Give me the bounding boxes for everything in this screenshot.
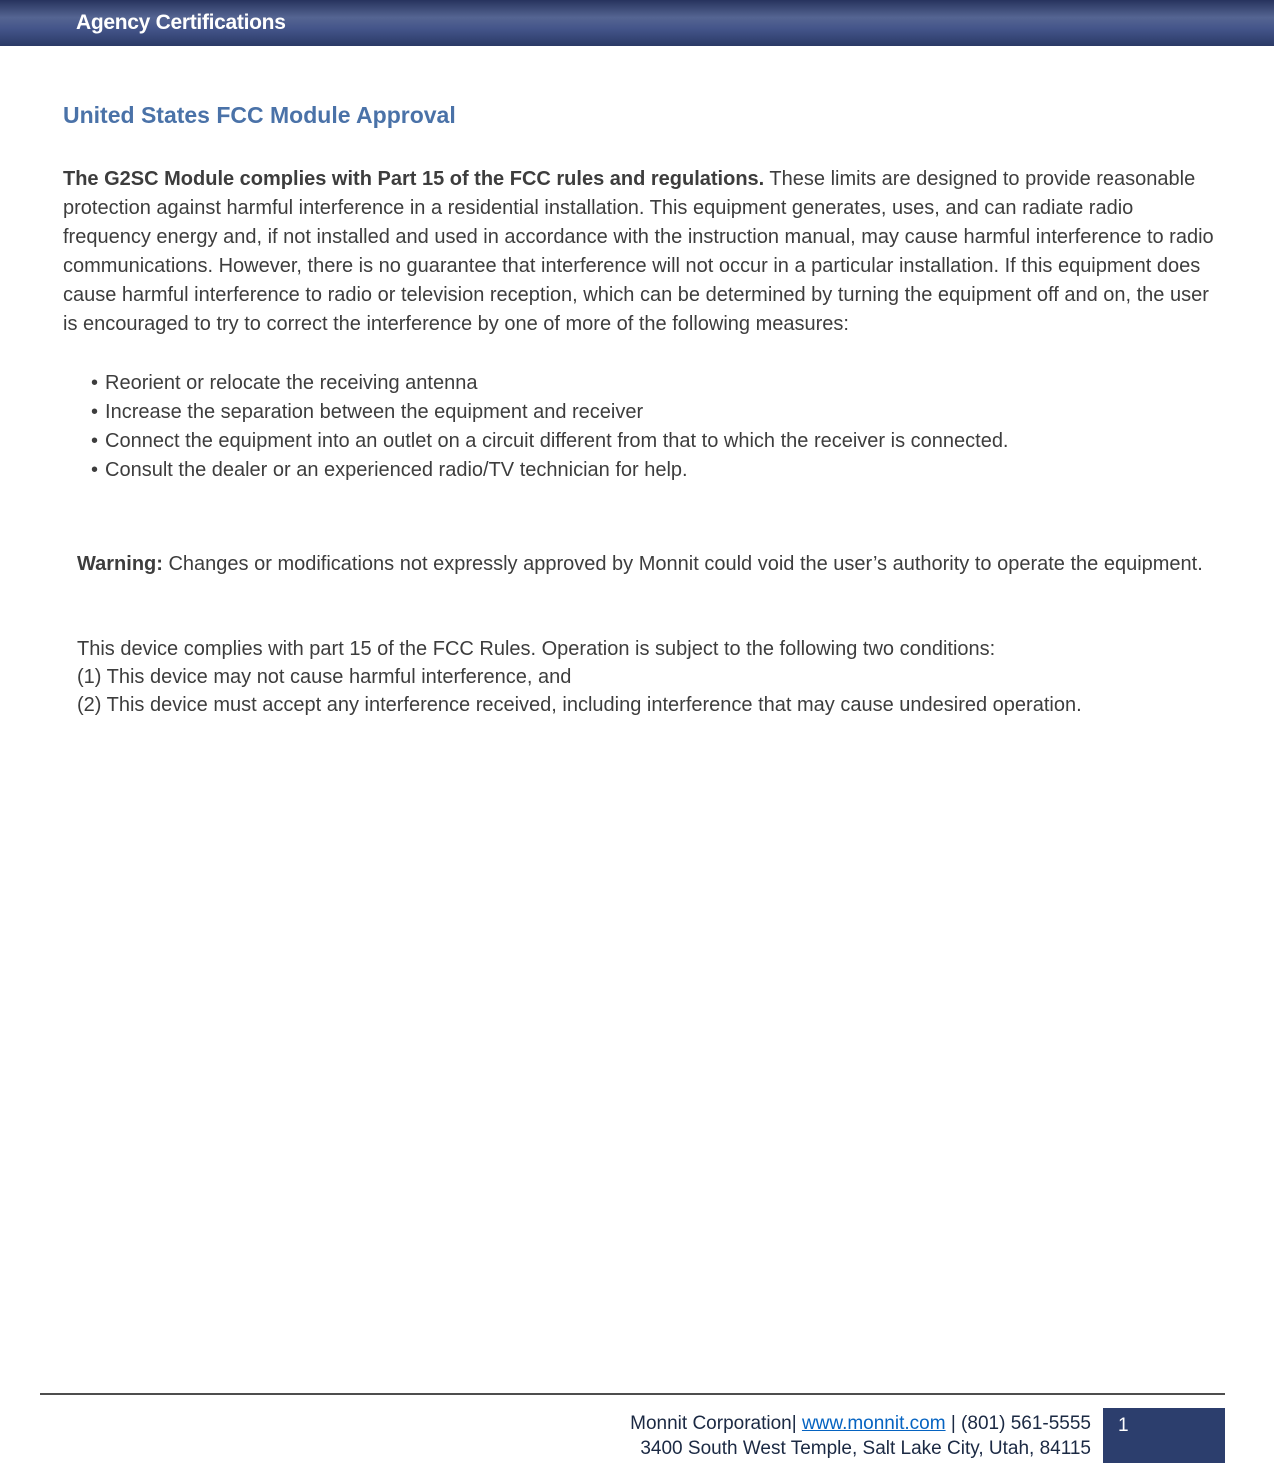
list-item-text: Increase the separation between the equipment and receiver: [105, 401, 644, 423]
bullet-icon: •: [91, 459, 99, 481]
document-body: [0, 46, 1274, 719]
list-item: [91, 369, 1218, 398]
intro-body-text: These limits are designed to provide reasonable protection against harmful interference in a residential installation. This equipment generates, uses, and can radiate radio frequency energy and, if not installed and used in accordance with the instruction manual, may cause harmful interference to radio communications. However, there is no guarantee that interference will not occur in a particular installation. If this equipment does cause harmful interference to radio or television reception, which can be determined by turning the equipment off and on, the user is encouraged to try to correct the interference by one of more of the following measures:: [63, 168, 1214, 335]
intro-lead-text: The G2SC Module complies with Part 15 of the FCC rules and regulations.: [63, 168, 765, 190]
list-item: [91, 427, 1218, 456]
footer: [0, 1393, 1274, 1463]
list-item-text: Consult the dealer or an experienced radio/TV technician for help.: [105, 459, 688, 481]
conditions-block: [77, 635, 1218, 719]
page-number-box: [1103, 1408, 1225, 1463]
footer-contact-line: [630, 1411, 1091, 1436]
warning-paragraph: [77, 551, 1218, 577]
warning-text: Changes or modifications not expressly approved by Monnit could void the user’s authority to operate the equipment.: [168, 553, 1203, 575]
bullet-icon: •: [91, 430, 99, 452]
section-title: United States FCC Module Approval: [63, 102, 456, 128]
warning-label: Warning:: [77, 553, 163, 575]
page-number: 1: [1118, 1415, 1129, 1436]
footer-website-link[interactable]: www.monnit.com: [801, 1413, 946, 1434]
list-item: [91, 398, 1218, 427]
list-item-text: Reorient or relocate the receiving antenna: [105, 372, 478, 394]
conditions-intro: This device complies with part 15 of the FCC Rules. Operation is subject to the following two conditions:: [77, 638, 996, 660]
measures-list: [63, 369, 1218, 485]
list-item: [91, 456, 1218, 485]
condition-item: (1) This device may not cause harmful interference, and: [77, 666, 572, 688]
footer-row: [0, 1408, 1274, 1463]
intro-paragraph: [63, 165, 1218, 339]
header-bar: [0, 0, 1274, 46]
footer-company: Monnit Corporation|: [630, 1413, 797, 1434]
footer-phone: | (801) 561-5555: [950, 1413, 1091, 1434]
bullet-icon: •: [91, 401, 99, 423]
list-item-text: Connect the equipment into an outlet on a circuit different from that to which the receiver is connected.: [105, 430, 1009, 452]
bullet-icon: •: [91, 372, 99, 394]
footer-divider: [40, 1393, 1225, 1395]
footer-address: 3400 South West Temple, Salt Lake City, Utah, 84115: [640, 1438, 1091, 1459]
header-title: Agency Certifications: [76, 11, 286, 34]
condition-item: (2) This device must accept any interference received, including interference that may cause undesired operation.: [77, 694, 1082, 716]
footer-text: [630, 1408, 1103, 1463]
